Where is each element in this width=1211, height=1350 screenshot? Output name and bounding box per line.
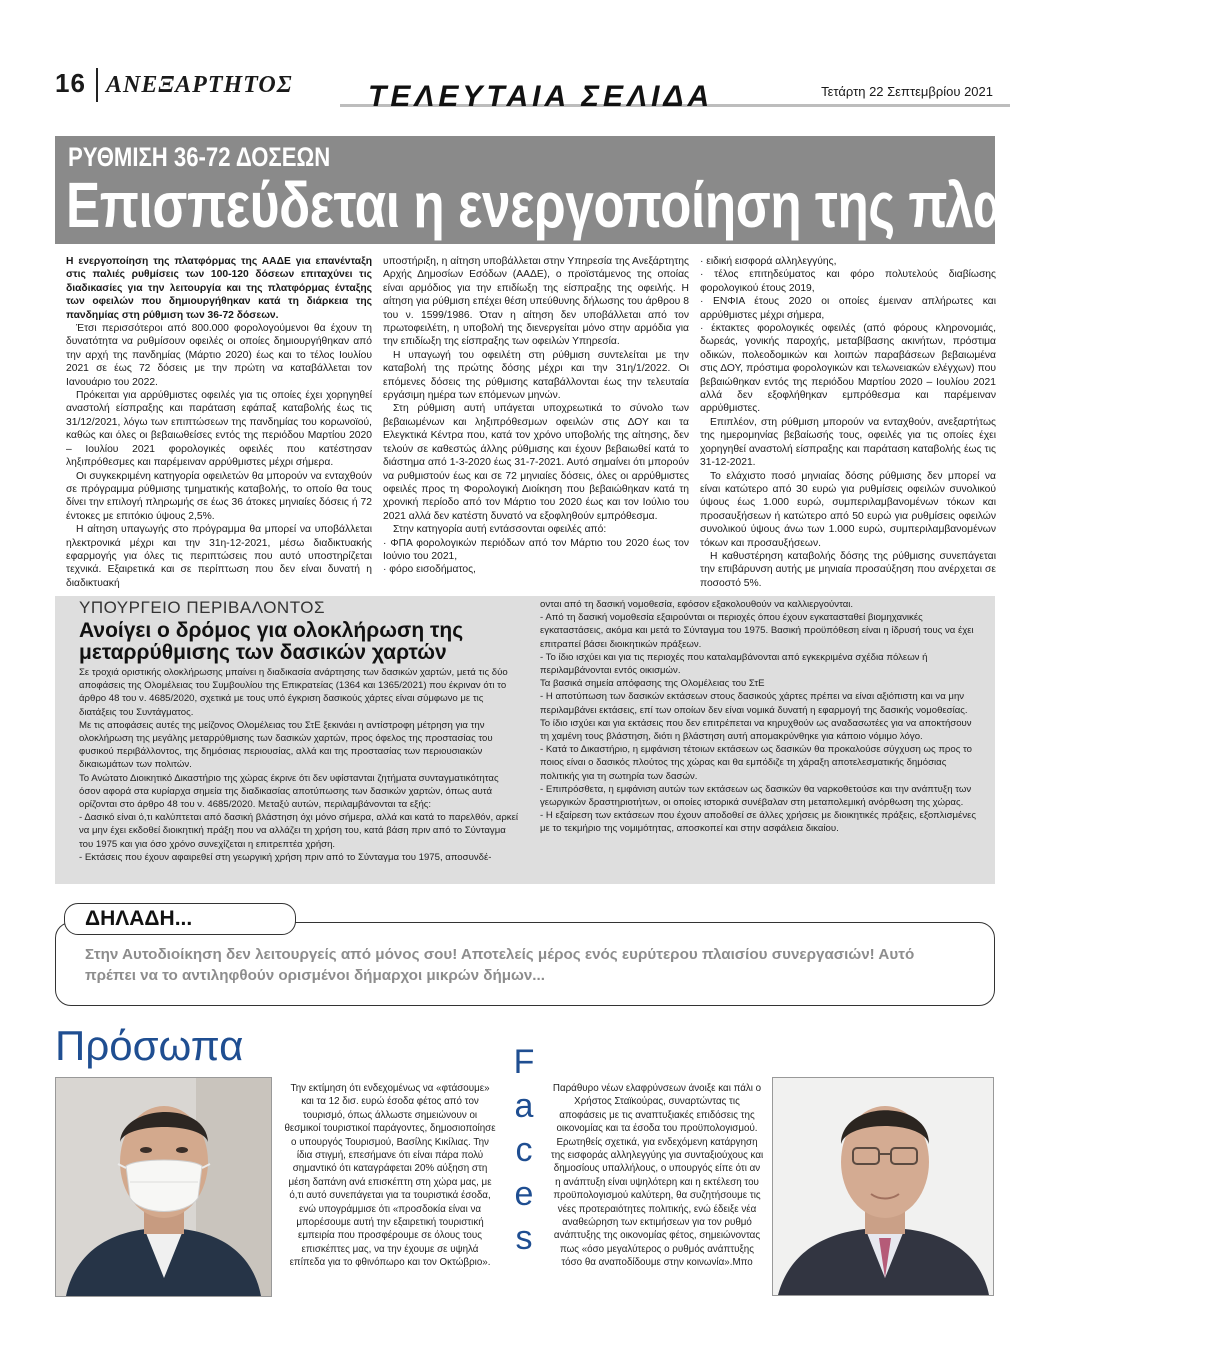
- faces-letter: s: [515, 1219, 533, 1257]
- article-paragraph: Το ελάχιστο ποσό μηνιαίας δόσης ρύθμισης δεν μπορεί να είναι κατώτερο από 30 ευρώ για ρυθμίσεις οφειλών συνολικού ύψους έως 1.000 ευρώ, συμπεριλαμβανομένων τόκων και προσαυξήσεων ή κατώτερο από 50 ευρώ για ρυθμίσεις οφειλών συνολικού ύψους άνω των 1.000 ευρώ, συμπεριλαμβανομένων τόκων και προσαυξήσεων.: [700, 470, 996, 549]
- environment-paragraph: ονται από τη δασική νομοθεσία, εφόσον εξακολουθούν να καλλιεργούνται.: [540, 599, 854, 610]
- article-paragraph: Στην κατηγορία αυτή εντάσσονται οφειλές από:: [393, 524, 607, 536]
- article-column-2: [383, 255, 689, 577]
- environment-paragraph: - Το ίδιο ισχύει και για τις περιοχές που καταλαμβάνονται από εγκεκριμένα σχέδια πόλεων ή περιλαμβάνονται εντός οικισμών.: [540, 651, 928, 677]
- article-paragraph: Στη ρύθμιση αυτή υπάγεται υποχρεωτικά το σύνολο των βεβαιωμένων και ληξιπρόθεσμων οφειλών στις ΔΟΥ και τα Ελεγκτικά Κέντρα που, κατά τον χρόνο υποβολής της αίτησης, δεν τελούν σε καθεστώς άλλης ρύθμισης και έχουν βεβαιωθεί κατά το διάστημα από 1-3-2020 έως 31-7-2021. Αυτό σημαίνει ότι μπορούν να ρυθμιστούν έως και σε 72 μηνιαίες δόσεις, όλες οι αρρύθμιστες οφειλές προς τη Φορολογική Διοίκηση που βεβαιώθηκαν κατά τη χρονική περίοδο από τον Μάρτιο του 2020 έως και τον Ιούλιο του 2021 αλλά δεν κατέστη δυνατό να εξοφληθούν εμπρόθεσμα.: [383, 403, 689, 522]
- environment-kicker: ΥΠΟΥΡΓΕΙΟ ΠΕΡΙΒΑΛΟΝΤΟΣ: [79, 598, 326, 617]
- issue-date: Τετάρτη 22 Σεπτεμβρίου 2021: [821, 84, 993, 99]
- environment-subheading: Τα βασικά σημεία απόφασης της Ολομέλειας του ΣτΕ: [540, 678, 765, 690]
- environment-title: Ανοίγει ο δρόμος για ολοκλήρωση της μεταρρύθμισης των δασικών χαρτών: [79, 619, 464, 664]
- face1-paragraph: Την εκτίμηση ότι ενδεχομένως να «φτάσουμε» και τα 12 δισ. ευρώ έσοδα φέτος από τον τουρισμό, όπως άλλωστε σημειώνουν οι θεσμικοί τουριστικοί παράγοντες, δημοσιοποίησε ο υπουργός Τουρισμού, Βασίλης Κικίλιας. Την ίδια στιγμή, επεσήμανε ότι είναι πάρα πολύ σημαντικό ότι καταγράφεται 20% αύξηση στη μέση δαπάνη ανά επισκέπτη στη χώρα μας, με ό,τι αυτό συνεπάγεται για τα τουριστικά έσοδα, ενώ υπογράμμισε ότι «προσδοκία είναι να μπορέσουμε αυτή την εξαιρετική τουριστική εμπειρία που προσφέρουμε σε όλους τους επισκέπτες μας, να την έχουμε σε υψηλά επίπεδα για το φθινόπωρο και τον Οκτώβριο».: [284, 1083, 496, 1269]
- faces-letter: a: [514, 1087, 534, 1125]
- faces-letter: e: [514, 1175, 534, 1213]
- article-bullet: · ΕΝΦΙΑ έτους 2020 οι οποίες έμειναν απλήρωτες και αρρύθμιστες μέχρι σήμερα,: [700, 296, 996, 321]
- article-paragraph: Η αίτηση υπαγωγής στο πρόγραμμα θα μπορεί να υποβάλλεται ηλεκτρονικά μέχρι και την 31η-12-2021, μέσω διαδικτυακής εφαρμογής για όλες τις περιπτώσεις που αυτό υποστηρίζεται τεχνικά. Εξαιρετικά και σε περίπτωση που δεν είναι δυνατή η διαδικτυακή: [66, 524, 372, 589]
- article-paragraph: Επιπλέον, στη ρύθμιση μπορούν να ενταχθούν, ανεξαρτήτως της ημερομηνίας βεβαίωσής τους, οφειλές για τις οποίες έχει χορηγηθεί αναστολή είσπραξης και παράταση καταβολής έως τις 31-12-2021.: [700, 416, 996, 469]
- environment-paragraph: - Κατά το Δικαστήριο, η εμφάνιση τέτοιων εκτάσεων ως δασικών θα προκαλούσε σύγχυση ως προς το ποιος είναι ο δασικός πλούτος της χώρας και θα εμπόδιζε τη χάραξη αποτελεσματικής δημόσιας πολιτικής για τη σωτηρία των δασών.: [540, 744, 973, 782]
- article-kicker: ΡΥΘΜΙΣΗ 36-72 ΔΟΣΕΩΝ: [68, 142, 331, 172]
- article-paragraph: Η καθυστέρηση καταβολής δόσης της ρύθμισης συνεπάγεται την επιβάρυνση αυτής με μηνιαία προσαύξηση που ανέρχεται σε ποσοστό 5%.: [700, 550, 996, 589]
- face-photo-kikilias: [55, 1077, 272, 1297]
- article-column-3: [700, 255, 996, 590]
- page-number: 16: [55, 68, 86, 98]
- environment-paragraph: - Επιπρόσθετα, η εμφάνιση αυτών των εκτάσεων ως δασικών θα ναρκοθετούσε και την ανάπτυξη των γεωργικών δραστηριοτήτων, οι οποίες ιστορικά συνέβαλαν στη μεταπολεμική ανόρθωση της χώρας.: [540, 783, 972, 809]
- face1-text: [284, 1082, 496, 1270]
- dilada-title: ΔΗΛΑΔΗ...: [85, 907, 193, 930]
- article-bullet: · έκτακτες φορολογικές οφειλές (από φόρους κληρονομιάς, δωρεάς, γονικής παροχής, μεταβίβασης ακινήτων, πρόστιμα οδικών, πολεοδομικών και λοιπών παραβάσεων βεβαιωμένα στις ΔΟΥ, πρόστιμα φορολογικών και τελωνειακών ελέγχων) που βεβαιώθηκαν εντός της περιόδου Μαρτίου 2020 – Ιουλίου 2021 αλλά δεν εξοφλήθηκαν εμπρόθεσμα και παρέμειναν αρρύθμιστες.: [700, 323, 996, 415]
- prosopa-title: Πρόσωπα: [55, 1022, 244, 1069]
- environment-paragraph: Σε τροχιά οριστικής ολοκλήρωσης μπαίνει η διαδικασία ανάρτησης των δασικών χαρτών, μετά τις δύο αποφάσεις της Ολομέλειας του Συμβουλίου της Επικρατείας (1364 και 1365/2021) που έκριναν ότι το άρθρο 48 του ν. 4685/2020, σχετικά με τους υπό έγκριση δασικούς χάρτες είναι σύμφωνο με τις διατάξεις του Συντάγματος.: [79, 667, 508, 718]
- article-paragraph: Έτσι περισσότεροι από 800.000 φορολογούμενοι θα έχουν τη δυνατότητα να ρυθμίσουν οφειλές οι οποίες δημιουργήθηκαν από την αρχή της πανδημίας (Μάρτιο 2020) έως και το τέλος Ιουλίου 2021 σε έως 72 δόσεις με την πρώτη να καταβάλλεται τον Ιανουάριο του 2022.: [66, 323, 372, 388]
- environment-paragraph: - Δασικό είναι ό,τι καλύπτεται από δασική βλάστηση όχι μόνο σήμερα, αλλά και κατά το παρελθόν, αρκεί να μην έχει εκδοθεί διοικητική πράξη που να αλλάζει τη χρήση του, κατά βάση πριν από το Σύνταγμα του 1975 και για όσο χρόνο συνεχίζεται η επιτρεπτέα χρήση.: [79, 812, 518, 850]
- face2-text: [550, 1082, 764, 1270]
- newspaper-name: ΑΝΕΞΑΡΤΗΤΟΣ: [106, 72, 293, 98]
- article-paragraph: Η υπαγωγή του οφειλέτη στη ρύθμιση συντελείται με την καταβολή της πρώτης δόσης μέχρι και την 31η/1/2022. Οι επόμενες δόσεις της ρύθμισης καταβάλλονται έως την τελευταία εργάσιμη ημέρα των επόμενων μηνών.: [383, 349, 689, 402]
- article-bullet: · φόρο εισοδήματος,: [383, 564, 476, 576]
- environment-paragraph: - Η εξαίρεση των εκτάσεων που έχουν αποδοθεί σε άλλες χρήσεις με διοικητικές πράξεις, εξοπλισμένες με το τεκμήριο της νομιμότητας, αποσκοπεί και στην ασφάλεια δικαίου.: [540, 810, 977, 835]
- environment-column-2: [540, 598, 980, 836]
- section-title: ΤΕΛΕΥΤΑΙΑ ΣΕΛΙΔΑ: [368, 80, 714, 113]
- article-bullet: · τέλος επιτηδεύματος και φόρο πολυτελούς διαβίωσης φορολογικού έτους 2019,: [700, 269, 996, 294]
- article-paragraph: Πρόκειται για αρρύθμιστες οφειλές για τις οποίες έχει χορηγηθεί αναστολή είσπραξης και παράταση εφάπαξ καταβολής έως τις 31/12/2021, λόγω των επιπτώσεων της πανδημίας του κορωνοϊού, καθώς και όλες οι βεβαιωθείσες εντός της περιόδου Μαρτίου 2020 – Ιουλίου 2021 φορολογικές οφειλές που κατέστησαν ληξιπρόθεσμες και παρέμειναν αρρύθμιστες μέχρι σήμερα.: [66, 390, 372, 469]
- masthead-divider: [96, 68, 98, 102]
- face2-paragraph: Παράθυρο νέων ελαφρύνσεων άνοιξε και πάλι ο Χρήστος Σταϊκούρας, συναρτώντας τις αποφάσεις με τις αναπτυξιακές επιδόσεις της οικονομίας και τα έσοδα του προϋπολογισμού. Ερωτηθείς σχετικά, για ενδεχόμενη κατάργηση της εισφοράς αλληλεγγύης για συνταξιούχους και δημοσίους υπαλλήλους, ο υπουργός είπε ότι αν η ανάπτυξη είναι υψηλότερη και η εκτέλεση του προϋπολογισμού καλύτερη, θα συζητήσουμε τις νέες προτεραιότητες πολιτικής, ενώ έδειξε νέα αναθεώρηση των εκτιμήσεων για τον ρυθμό ανάπτυξης της οικονομίας φέτος, σημειώνοντας πως «όσο μεγαλύτερος ο ρυθμός ανάπτυξης τόσο θα αναποδίδουμε στην κοινωνία».Μπο: [550, 1083, 764, 1269]
- faces-letter: F: [513, 1043, 535, 1081]
- article-headline: Επισπεύδεται η ενεργοποίηση της πλατφόρμας: [66, 169, 1211, 241]
- article-paragraph: υποστήριξη, η αίτηση υποβάλλεται στην Υπηρεσία της Ανεξάρτητης Αρχής Δημοσίων Εσόδων (ΑΑΔΕ), ο προϊστάμενος της οποίας είναι αρμόδιος για την επιδίωξη της είσπραξης της οφειλής. Η αίτηση για ρύθμιση επέχει θέση υπεύθυνης δήλωσης του άρθρου 8 του ν. 1599/1986. Όταν η αίτηση δεν υποβάλλεται από τον πρωτοφειλέτη, η υποβολή της διενεργείται μόνο στην αρμόδια για την επιδίωξη της είσπραξης των οφειλών Υπηρεσία.: [383, 256, 689, 348]
- dilada-text: Στην Αυτοδιοίκηση δεν λειτουργείς από μόνος σου! Αποτελείς μέρος ενός ευρύτερου πλαισίου συνεργασιών! Αυτό πρέπει να το αντιληφθούν ορισμένοι δήμαρχοι μικρών δήμων...: [85, 946, 915, 984]
- article-lead: Η ενεργοποίηση της πλατφόρμας της ΑΑΔΕ για επανένταξη στις παλιές ρυθμίσεις των 100-120 δόσεων επιταχύνει τις διαδικασίες για την λειτουργία και της πλατφόρμας ένταξης των οφειλών που δημιουργήθηκαν κατά τη διάρκεια της πανδημίας στη ρύθμιση των 36-72 δόσεων.: [66, 256, 372, 321]
- article-paragraph: Οι συγκεκριμένη κατηγορία οφειλετών θα μπορούν να ενταχθούν σε πρόγραμμα ρύθμισης τμηματικής καταβολής, το οποίο θα τους δίνει την επιλογή πληρωμής σε έως 36 άτοκες μηνιαίες δόσεις ή 72 έντοκες με επιτόκιο ύψους 2,5%.: [66, 470, 372, 522]
- face-photo-staikouras: [772, 1077, 994, 1296]
- faces-vertical-title: [511, 1040, 537, 1260]
- environment-paragraph: - Η αποτύπωση των δασικών εκτάσεων στους δασικούς χάρτες πρέπει να είναι αξιόπιστη και να μην περιλαμβάνει εκτάσεις, επί των οποίων δεν είναι νομικά δυνατή η εφαρμογή της δασικής νομοθεσίας. Το ίδιο ισχύει και για εκτάσεις που δεν επιτρέπεται να κηρυχθούν ως αναδασωτέες για να αποκτήσουν τη χαμένη τους βλάστηση, διότι η βλάστηση αυτή απομακρύνθηκε για κάποιο νόμιμο λόγο.: [540, 691, 972, 743]
- environment-column-1: [79, 666, 519, 864]
- article-bullet: · ΦΠΑ φορολογικών περιόδων από τον Μάρτιο του 2020 έως τον Ιούνιο του 2021,: [383, 537, 689, 562]
- environment-paragraph: Το Ανώτατο Διοικητικό Δικαστήριο της χώρας έκρινε ότι δεν υφίστανται ζητήματα συνταγματικότητας όσον αφορά στα κυρίαρχα σημεία της διαδικασίας αποτύπωσης των δασικών χαρτών, όπως αυτά ορίζονται στο άρθρο 48 του ν. 4685/2020. Μεταξύ αυτών, περιλαμβάνονται τα εξής:: [79, 772, 499, 811]
- environment-paragraph: - Από τη δασική νομοθεσία εξαιρούνται οι περιοχές όπου έχουν εγκατασταθεί βιομηχανικές εγκαταστάσεις, ακόμα και μετά το Σύνταγμα του 1975. Βασική προϋπόθεση είναι η ίδρυσή τους να έχει επιτραπεί βάσει διοικητικών πράξεων.: [540, 612, 974, 650]
- environment-paragraph: - Εκτάσεις που έχουν αφαιρεθεί στη γεωργική χρήση πριν από το Σύνταγμα του 1975, αποσυνδέ-: [79, 851, 492, 863]
- masked-man-illustration: [56, 1078, 271, 1296]
- faces-letter: c: [515, 1131, 533, 1169]
- man-in-suit-illustration: [773, 1078, 993, 1295]
- article-bullet: · ειδική εισφορά αλληλεγγύης,: [700, 256, 837, 267]
- environment-paragraph: Με τις αποφάσεις αυτές της μείζονος Ολομέλειας του ΣτΕ ξεκινάει η αντίστροφη μέτρηση για την ολοκλήρωση της μεγάλης μεταρρύθμισης των δασικών χαρτών, προς όφελος της προστασίας του φυσικού περιβάλλοντος, της δημόσιας περιουσίας, αλλά και της προστασίας των περιουσιακών δικαιωμάτων των πολιτών.: [79, 719, 493, 771]
- article-column-1: [66, 255, 372, 590]
